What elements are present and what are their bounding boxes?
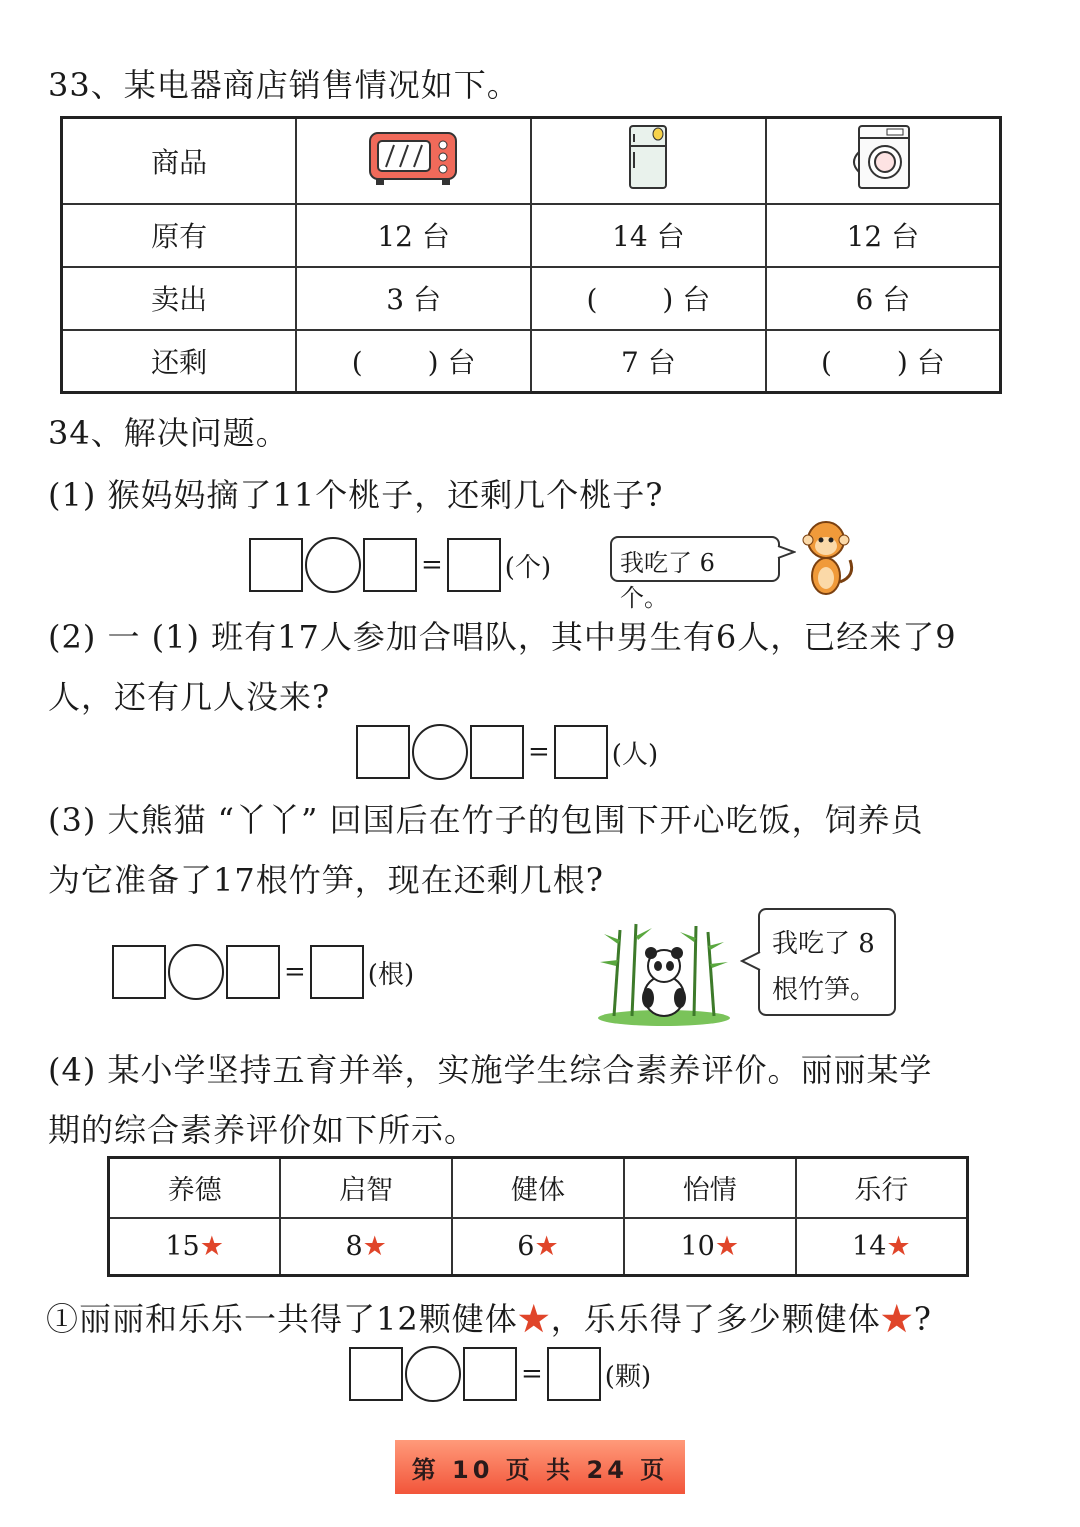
problem-3-text-line1: (3) 大熊猫 “丫丫” 回国后在竹子的包围下开心吃饭，饲养员: [48, 801, 924, 839]
answer-box[interactable]: [363, 538, 417, 592]
bubble-tail-icon: [740, 950, 762, 972]
equals-sign: =: [284, 957, 306, 987]
bubble-tail-icon: [776, 542, 796, 562]
cell-remaining-oven[interactable]: ( ) 台: [296, 330, 531, 393]
cell-sold-oven: 3 台: [296, 267, 531, 330]
cell-original-oven: 12 台: [296, 204, 531, 267]
unit-label: (人): [611, 739, 659, 770]
answer-box[interactable]: [554, 725, 608, 779]
answer-box[interactable]: [226, 945, 280, 999]
unit-label: (个): [504, 552, 552, 583]
eval-header-morality: 养德: [109, 1158, 281, 1218]
cell-sold-fridge[interactable]: ( ) 台: [531, 267, 766, 330]
cell-original-washer: 12 台: [766, 204, 1001, 267]
problem-3-text-line2: 为它准备了17根竹笋，现在还剩几根?: [48, 861, 604, 899]
q34-title: 34、解决问题。: [48, 414, 289, 452]
answer-box[interactable]: [310, 945, 364, 999]
answer-box[interactable]: [470, 725, 524, 779]
operator-circle[interactable]: [412, 724, 468, 780]
speech-bubble-panda: [758, 908, 896, 1016]
problem-2-text-line2: 人，还有几人没来?: [48, 678, 331, 716]
row-label-sold: 卖出: [62, 267, 297, 330]
equation-2: [356, 724, 658, 780]
operator-circle[interactable]: [405, 1346, 461, 1402]
equation-3: [112, 944, 414, 1000]
operator-circle[interactable]: [168, 944, 224, 1000]
answer-box[interactable]: [447, 538, 501, 592]
problem-4-text-line2: 期的综合素养评价如下所示。: [48, 1111, 478, 1149]
unit-label: (根): [367, 959, 415, 990]
panda-bamboo-icon: [596, 920, 732, 1026]
answer-box[interactable]: [249, 538, 303, 592]
speech-bubble-monkey: 我吃了 6 个。: [610, 536, 780, 582]
answer-box[interactable]: [112, 945, 166, 999]
subquestion-1-text: ①丽丽和乐乐一共得了12颗健体★，乐乐得了多少颗健体★?: [46, 1300, 932, 1338]
equation-1: [249, 537, 551, 593]
operator-circle[interactable]: [305, 537, 361, 593]
star-icon: ★: [714, 1230, 740, 1262]
eval-value-fitness: 6★: [452, 1218, 624, 1276]
equals-sign: =: [528, 737, 550, 767]
cell-remaining-washer[interactable]: ( ) 台: [766, 330, 1001, 393]
cell-sold-washer: 6 台: [766, 267, 1001, 330]
monkey-icon: [796, 516, 858, 602]
star-icon: ★: [362, 1230, 387, 1262]
star-icon: ★: [534, 1230, 559, 1262]
eval-value-arts: 10★: [624, 1218, 796, 1276]
eval-value-intellect: 8★: [280, 1218, 452, 1276]
header-label: 商品: [62, 118, 297, 204]
row-label-remaining: 还剩: [62, 330, 297, 393]
sales-table: [60, 116, 1002, 394]
star-icon: ★: [880, 1300, 914, 1338]
row-label-original: 原有: [62, 204, 297, 267]
answer-box[interactable]: [349, 1347, 403, 1401]
eval-header-labor: 乐行: [796, 1158, 968, 1218]
star-icon: ★: [886, 1230, 911, 1262]
equals-sign: =: [521, 1359, 543, 1389]
bubble-line-1: 我吃了 8: [772, 929, 875, 959]
answer-box[interactable]: [463, 1347, 517, 1401]
answer-box[interactable]: [356, 725, 410, 779]
cell-original-fridge: 14 台: [531, 204, 766, 267]
cell-remaining-fridge: 7 台: [531, 330, 766, 393]
unit-label: (颗): [604, 1361, 652, 1392]
washer-icon: [766, 118, 1001, 204]
eval-value-morality: 15★: [109, 1218, 281, 1276]
eval-header-intellect: 启智: [280, 1158, 452, 1218]
star-icon: ★: [199, 1230, 224, 1262]
fridge-icon: [531, 118, 766, 204]
answer-box[interactable]: [547, 1347, 601, 1401]
q33-title: 33、某电器商店销售情况如下。: [48, 66, 520, 104]
bubble-line-2: 根竹笋。: [772, 975, 877, 1005]
equation-4: [349, 1346, 651, 1402]
eval-header-arts: 怡情: [624, 1158, 796, 1218]
problem-4-text-line1: (4) 某小学坚持五育并举，实施学生综合素养评价。丽丽某学: [48, 1051, 933, 1089]
eval-header-fitness: 健体: [452, 1158, 624, 1218]
page-footer: 第 10 页 共 24 页: [395, 1440, 685, 1494]
star-icon: ★: [517, 1300, 551, 1338]
equals-sign: =: [421, 550, 443, 580]
problem-2-text-line1: (2) 一 (1) 班有17人参加合唱队，其中男生有6人，已经来了9: [48, 618, 957, 656]
problem-1-text: (1) 猴妈妈摘了11个桃子，还剩几个桃子?: [48, 476, 664, 514]
evaluation-table: [107, 1156, 969, 1277]
oven-icon: [296, 118, 531, 204]
eval-value-labor: 14★: [796, 1218, 968, 1276]
